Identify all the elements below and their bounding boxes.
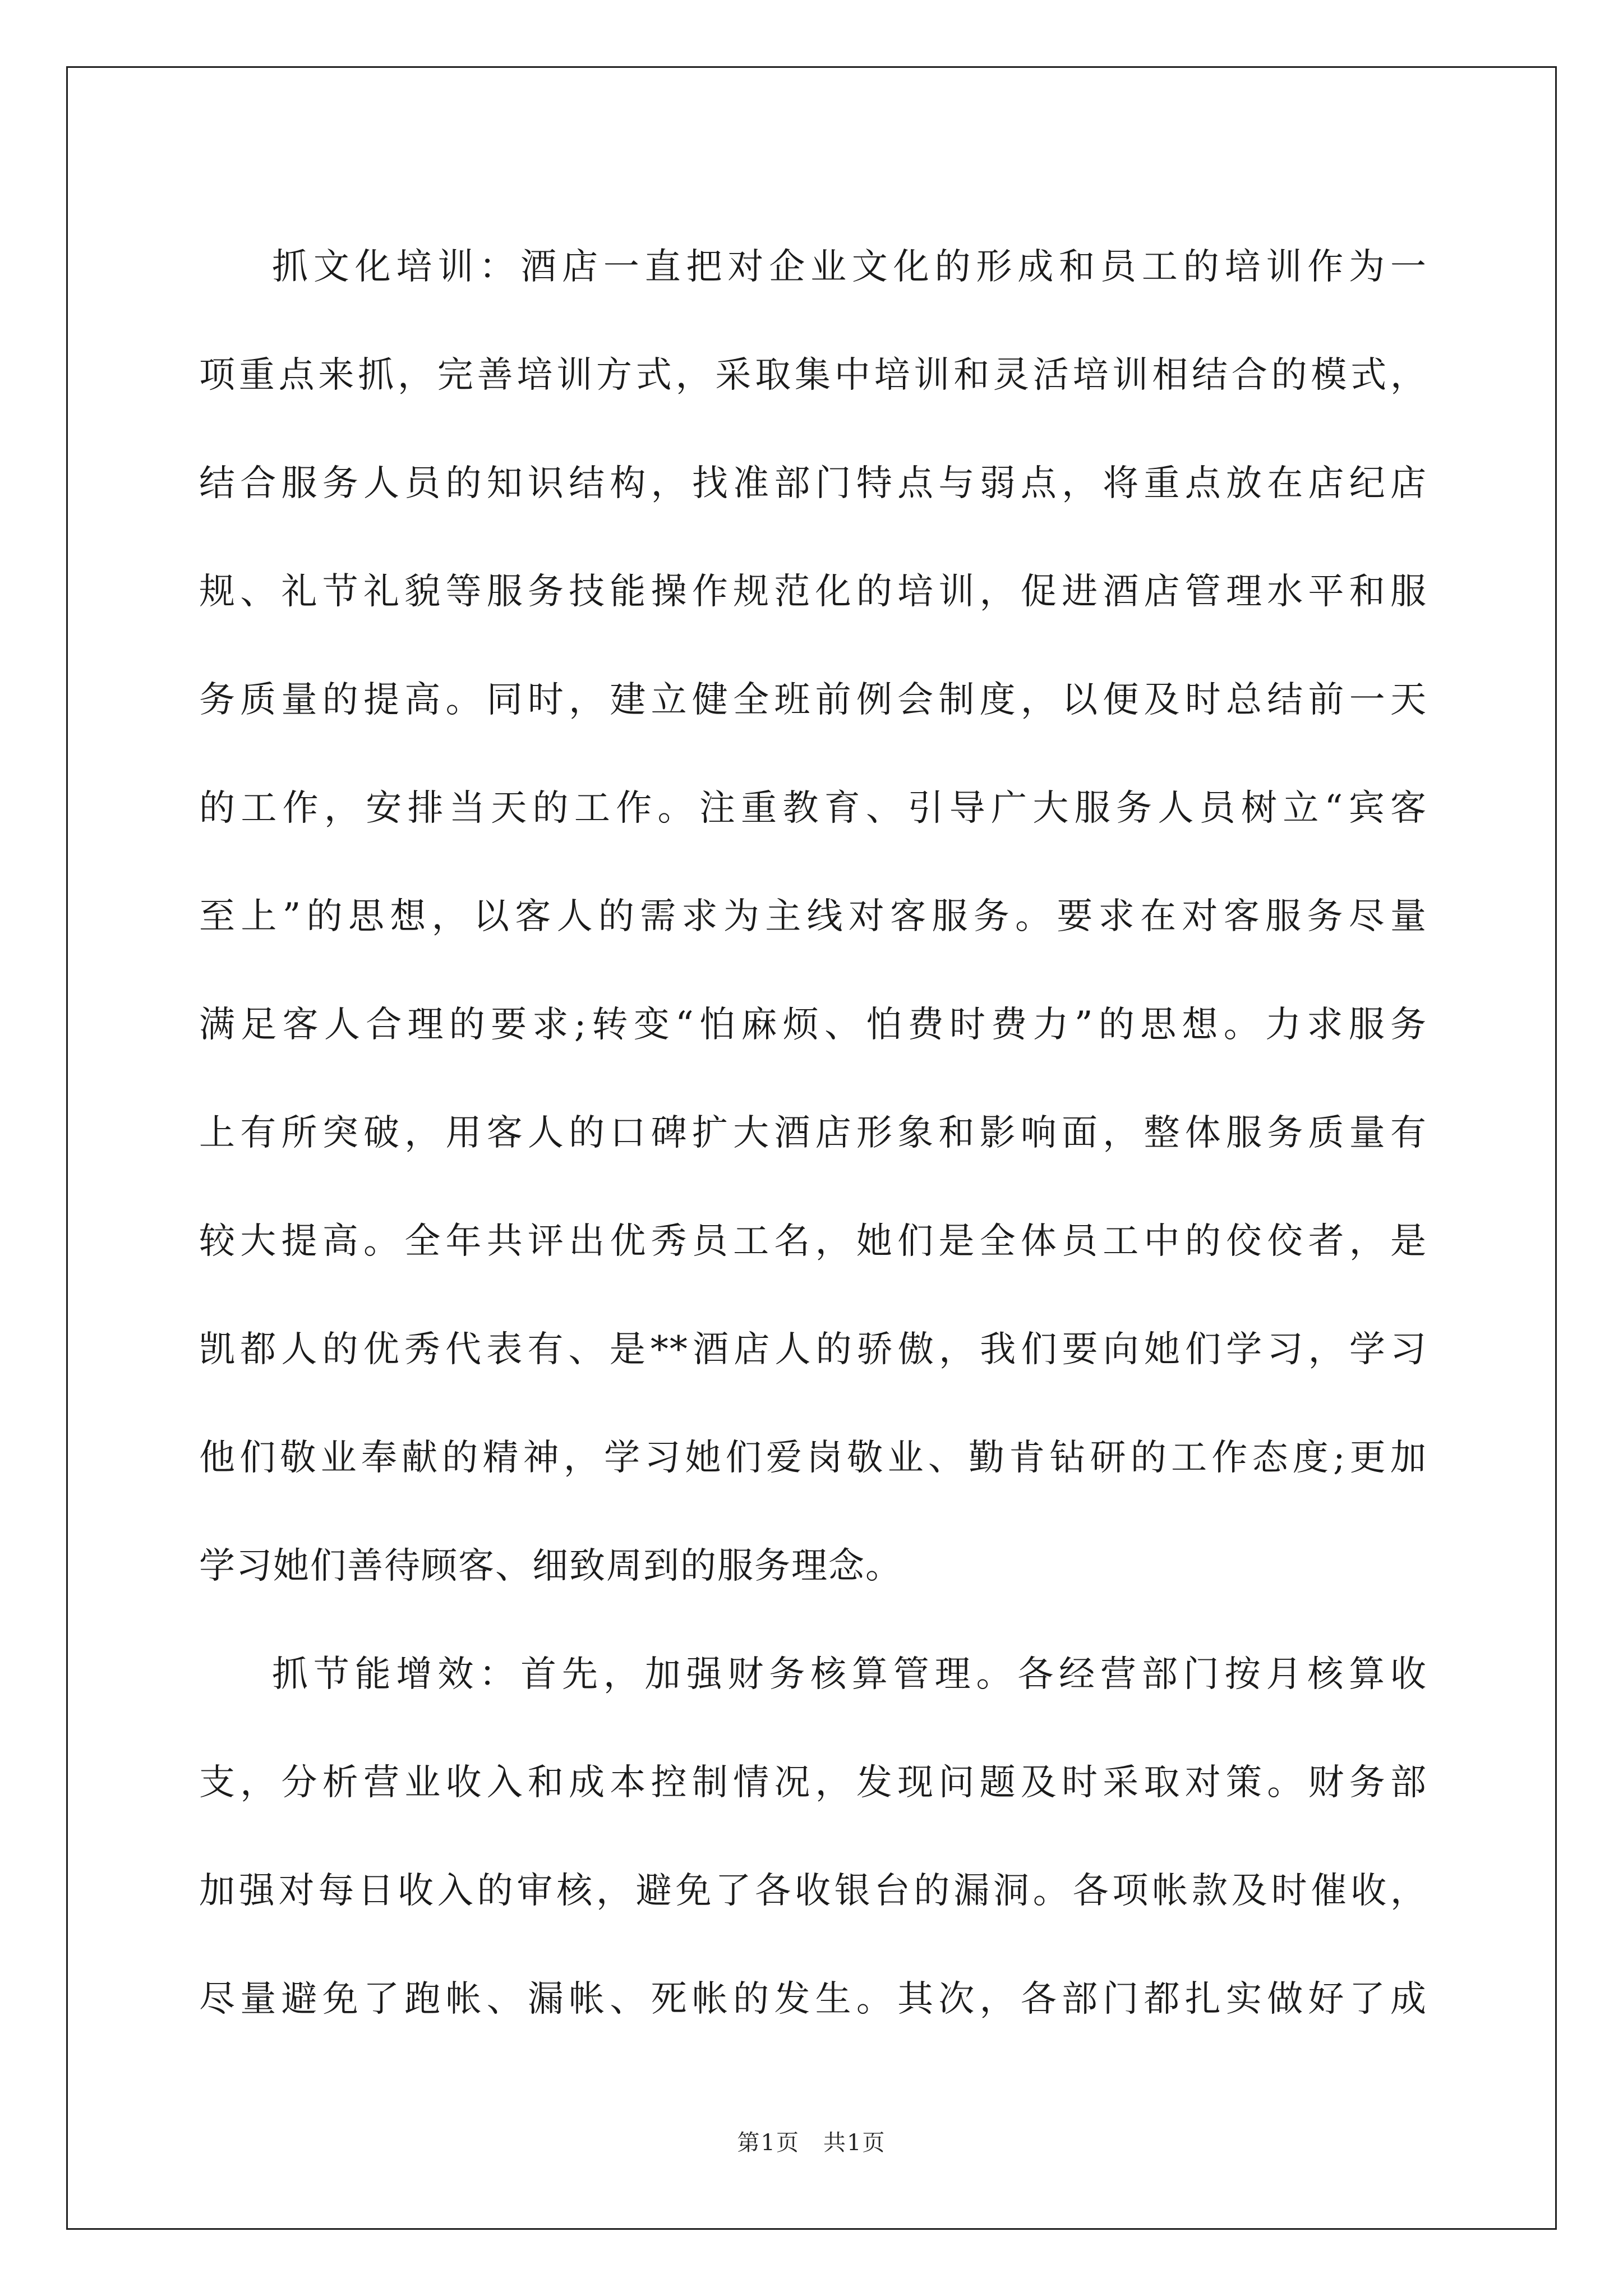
text-line: 凯都人的优秀代表有、是**酒店人的骄傲，我们要向她们学习，学习 <box>199 1329 1427 1370</box>
text-line: 规、礼节礼貌等服务技能操作规范化的培训，促进酒店管理水平和服 <box>199 571 1427 613</box>
text-line: 务质量的提高。同时，建立健全班前例会制度，以便及时总结前一天 <box>199 679 1427 721</box>
page-number-footer: 第1页 共1页 <box>737 2130 886 2156</box>
text-line: 满足客人合理的要求;转变“怕麻烦、怕费时费力”的思想。力求服务 <box>199 1004 1427 1046</box>
text-line: 支，分析营业收入和成本控制情况，发现问题及时采取对策。财务部 <box>199 1762 1427 1803</box>
text-line: 至上”的思想，以客人的需求为主线对客服务。要求在对客服务尽量 <box>199 896 1427 937</box>
text-line: 尽量避免了跑帐、漏帐、死帐的发生。其次，各部门都扎实做好了成 <box>199 1978 1427 2020</box>
paragraph-energy-saving <box>199 1621 1427 2054</box>
text-line: 他们敬业奉献的精神，学习她们爱岗敬业、勤肯钻研的工作态度;更加 <box>199 1437 1427 1479</box>
text-line: 抓节能增效：首先，加强财务核算管理。各经营部门按月核算收 <box>272 1654 1427 1695</box>
paragraph-culture-training <box>199 213 1427 1621</box>
text-line: 抓文化培训：酒店一直把对企业文化的形成和员工的培训作为一 <box>272 246 1427 288</box>
document-body <box>199 213 1427 2054</box>
text-line: 结合服务人员的知识结构，找准部门特点与弱点，将重点放在店纪店 <box>199 463 1427 504</box>
text-line: 学习她们善待顾客、细致周到的服务理念。 <box>199 1545 902 1587</box>
text-line: 的工作，安排当天的工作。注重教育、引导广大服务人员树立“宾客 <box>199 788 1427 829</box>
text-line: 上有所突破，用客人的口碑扩大酒店形象和影响面，整体服务质量有 <box>199 1112 1427 1154</box>
text-line: 加强对每日收入的审核，避免了各收银台的漏洞。各项帐款及时催收， <box>199 1870 1427 1912</box>
text-line: 项重点来抓，完善培训方式，采取集中培训和灵活培训相结合的模式， <box>199 355 1427 396</box>
text-line: 较大提高。全年共评出优秀员工名，她们是全体员工中的佼佼者，是 <box>199 1221 1427 1262</box>
